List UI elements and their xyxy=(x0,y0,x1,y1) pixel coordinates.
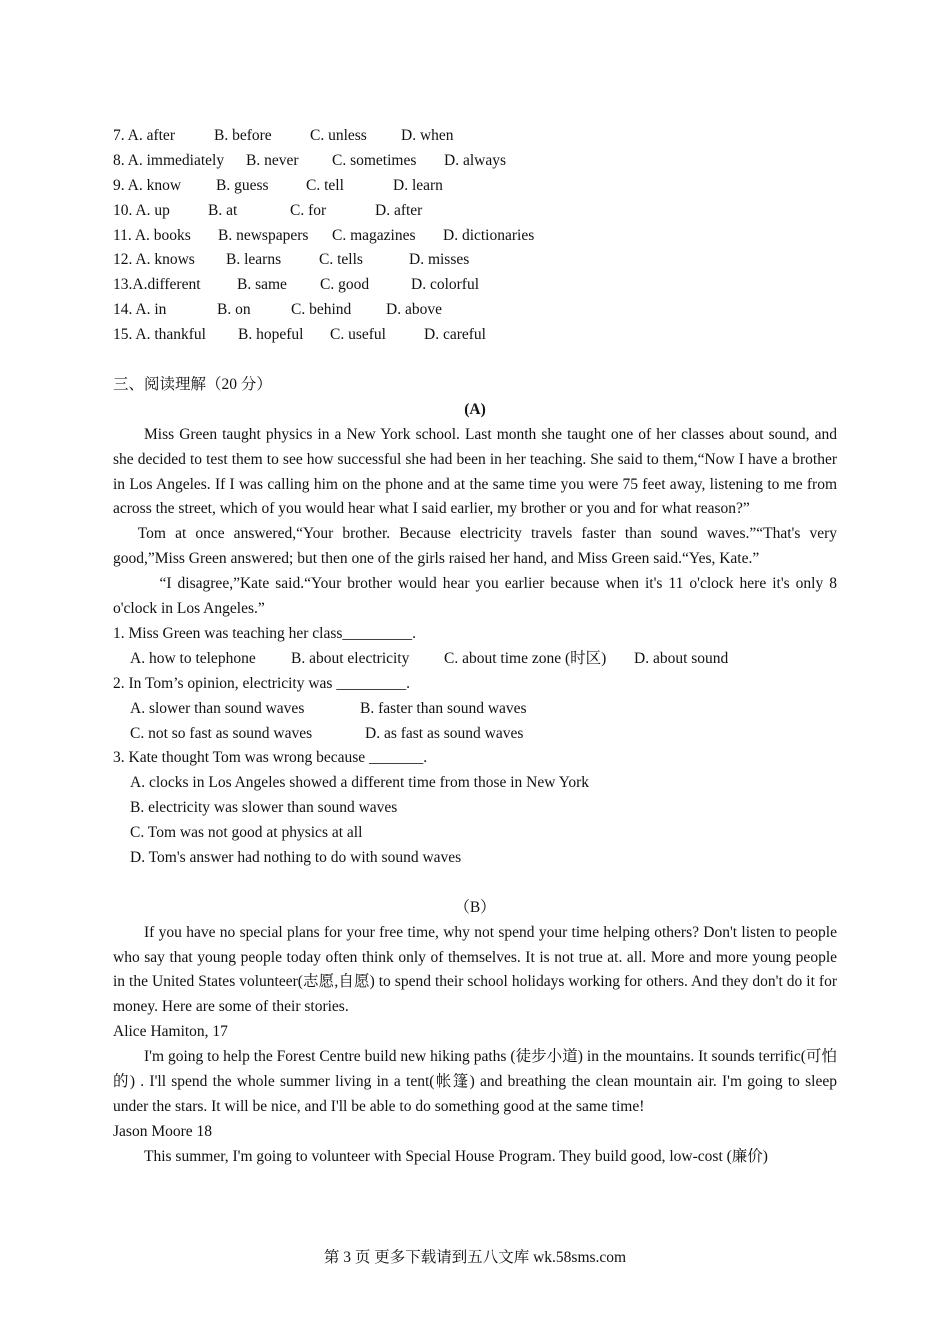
q3-option-a: A. clocks in Los Angeles showed a different time from those in New York xyxy=(130,774,590,792)
cloze-option-a: 7. A. after xyxy=(113,127,175,144)
question-1-options xyxy=(113,647,837,672)
q1-option-c: C. about time zone (时区) xyxy=(444,649,607,667)
cloze-option-a: 14. A. in xyxy=(113,301,167,319)
cloze-option-a: 8. A. immediately xyxy=(113,151,225,169)
passage-b-label: （B） xyxy=(454,898,496,916)
cloze-option-a: 9. A. know xyxy=(113,176,182,194)
cloze-option-a: 12. A. knows xyxy=(113,251,195,269)
question-1: 1. Miss Green was teaching her class_________. xyxy=(113,624,417,642)
cloze-option-row xyxy=(113,298,837,323)
q1-option-d: D. about sound xyxy=(634,649,729,667)
q2-option-d: D. as fast as sound waves xyxy=(365,724,524,742)
cloze-option-b: B. hopeful xyxy=(238,326,304,344)
cloze-option-row xyxy=(113,248,837,273)
cloze-option-d: D. always xyxy=(444,151,506,169)
cloze-option-c: C. tell xyxy=(306,176,344,194)
passage-b-paragraph-3: This summer, I'm going to volunteer with Special House Program. They build good, low-cost (廉价) xyxy=(144,1147,768,1165)
cloze-option-c: C. behind xyxy=(291,301,352,319)
cloze-options xyxy=(113,124,837,348)
cloze-option-b: B. on xyxy=(217,301,251,319)
cloze-option-a: 10. A. up xyxy=(113,201,170,219)
cloze-option-d: D. above xyxy=(386,301,442,319)
cloze-option-d: D. after xyxy=(375,201,423,219)
spacer xyxy=(113,871,837,896)
cloze-option-b: B. newspapers xyxy=(218,226,309,244)
passage-a-paragraph-2: Tom at once answered,“Your brother. Because electricity travels faster than sound waves.”“That's very good,”Miss Green answered; but then one of the girls raised her hand, and Miss Green said.“Yes, Kate.” xyxy=(113,525,837,568)
cloze-option-d: D. misses xyxy=(409,251,470,269)
passage-a-label: (A) xyxy=(464,400,486,418)
cloze-option-row xyxy=(113,174,837,199)
cloze-option-c: C. unless xyxy=(310,127,367,144)
passage-b-paragraph-2: I'm going to help the Forest Centre build new hiking paths (徒步小道) in the mountains. It sounds terrific(可怕的) . I'll spend the whole summer living in a tent(帐篷) and breathing the clean mountain air. I'm going to sleep under the stars. It will be nice, and I'll be able to do something good at the same time! xyxy=(113,1048,837,1115)
cloze-option-b: B. same xyxy=(237,276,287,294)
cloze-option-row xyxy=(113,149,837,174)
q1-option-a: A. how to telephone xyxy=(130,649,256,667)
cloze-option-row xyxy=(113,224,837,249)
section-title: 三、阅读理解（20 分） xyxy=(113,375,272,393)
cloze-option-c: C. for xyxy=(290,201,327,219)
cloze-option-row xyxy=(113,199,837,224)
q3-option-d: D. Tom's answer had nothing to do with sound waves xyxy=(130,848,462,866)
cloze-option-d: D. learn xyxy=(393,176,443,194)
question-2-options-row-1 xyxy=(113,697,837,722)
cloze-option-a: 13.A.different xyxy=(113,276,201,294)
cloze-option-b: B. learns xyxy=(226,251,282,269)
question-2: 2. In Tom’s opinion, electricity was _________. xyxy=(113,674,410,692)
question-3: 3. Kate thought Tom was wrong because _______. xyxy=(113,749,428,767)
q3-option-c: C. Tom was not good at physics at all xyxy=(130,824,363,842)
passage-b-name-2: Jason Moore 18 xyxy=(113,1122,213,1140)
passage-a-paragraph-1: Miss Green taught physics in a New York school. Last month she taught one of her classes about sound, and she decided to test them to see how successful she had been in her teaching. She said to them,“Now I have a brother in Los Angeles. If I was calling him on the phone and at the same time you were 75 feet away, listening to me from across the street, which of you would hear what I said earlier, my brother or you and for what reason?” xyxy=(113,425,837,518)
cloze-option-c: C. sometimes xyxy=(332,151,417,169)
cloze-option-c: C. magazines xyxy=(332,226,416,244)
cloze-option-b: B. at xyxy=(208,201,238,219)
cloze-option-c: C. good xyxy=(320,276,370,294)
q3-option-b: B. electricity was slower than sound waves xyxy=(130,799,398,817)
q1-option-b: B. about electricity xyxy=(291,649,410,667)
cloze-option-row xyxy=(113,124,837,149)
cloze-option-c: C. useful xyxy=(330,326,386,344)
q2-option-c: C. not so fast as sound waves xyxy=(130,724,313,742)
page-footer: 第 3 页 更多下载请到五八文库 wk.58sms.com xyxy=(323,1249,627,1266)
q2-option-a: A. slower than sound waves xyxy=(130,699,305,717)
cloze-option-d: D. when xyxy=(401,127,454,144)
q2-option-b: B. faster than sound waves xyxy=(360,699,527,717)
cloze-option-b: B. never xyxy=(246,151,299,169)
page-body xyxy=(113,124,837,1170)
cloze-option-a: 11. A. books xyxy=(113,226,191,244)
passage-a-paragraph-3: “I disagree,”Kate said.“Your brother would hear you earlier because when it's 11 o'clock here it's only 8 o'clock in Los Angeles.” xyxy=(113,575,837,618)
cloze-option-d: D. dictionaries xyxy=(443,226,535,244)
cloze-option-d: D. colorful xyxy=(411,276,480,294)
cloze-option-b: B. guess xyxy=(216,176,269,194)
cloze-option-row xyxy=(113,273,837,298)
passage-b-name-1: Alice Hamiton, 17 xyxy=(113,1023,228,1041)
cloze-option-a: 15. A. thankful xyxy=(113,326,206,344)
question-2-options-row-2 xyxy=(113,722,837,747)
cloze-option-row xyxy=(113,323,837,348)
cloze-option-b: B. before xyxy=(214,127,272,144)
cloze-option-c: C. tells xyxy=(319,251,363,269)
passage-b-paragraph-1: If you have no special plans for your free time, why not spend your time helping others? Don't listen to people who say that young people today often think only of themselves. It is not true at. all. More and more young people in the United States volunteer(志愿,自愿) to spend their school holidays working for others. And they don't do it for money. Here are some of their stories. xyxy=(113,923,837,1016)
cloze-option-d: D. careful xyxy=(424,326,486,344)
